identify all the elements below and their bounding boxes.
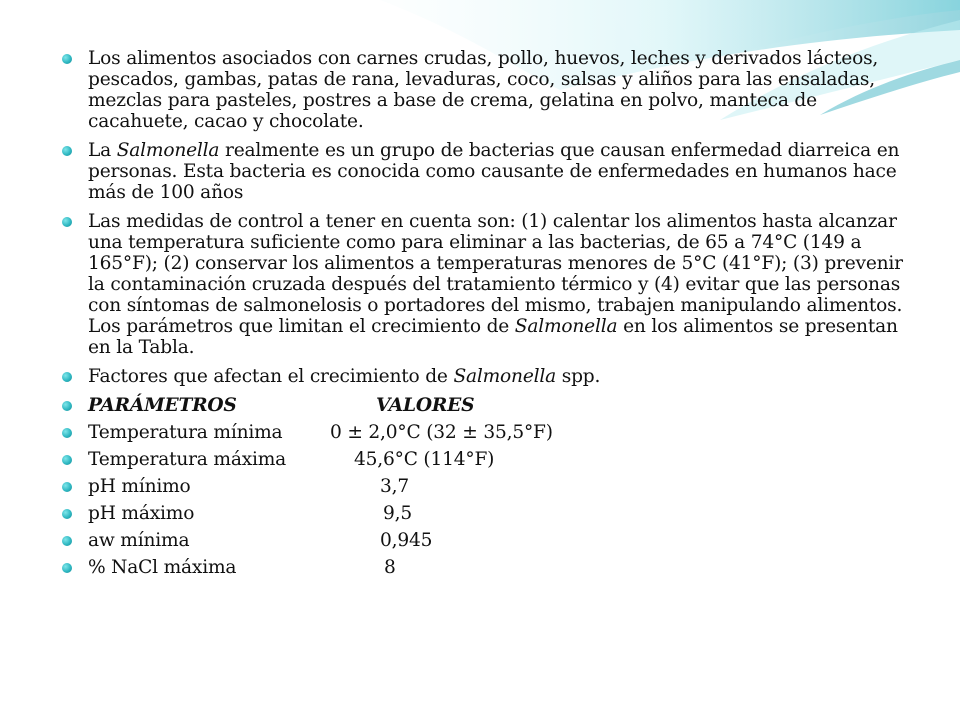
bullet-dot-icon [62,455,72,465]
table-cell-param: pH máximo [88,503,195,524]
table-cell-param: % NaCl máxima [88,557,237,578]
bullet-dot-icon [62,428,72,438]
bullet-dot-icon [62,146,72,156]
table-header-param: PARÁMETROS [88,395,237,416]
bullet-paragraph-factors [62,366,922,387]
table-row [62,449,922,470]
bullet-paragraph-control-measures [62,211,922,358]
bullet-dot-icon [62,217,72,227]
table-cell-param: Temperatura máxima [88,449,287,470]
table-cell-value: 3,7 [380,476,409,497]
table-cell-param: aw mínima [88,530,190,551]
bullet-dot-icon [62,482,72,492]
table-row [62,530,922,551]
paragraph-text: Los alimentos asociados con carnes crudas, pollo, huevos, leches y derivados lácteos, pescados, gambas, patas de rana, levaduras, coco, salsas y aliños para las ensaladas, mezclas para pasteles, postres a base de crema, gelatina en polvo, manteca de cacahuete, cacao y chocolate. [88,48,879,132]
paragraph-text: La [88,140,117,161]
slide-content [62,48,922,584]
table-row [62,422,922,443]
table-cell-param: pH mínimo [88,476,191,497]
italic-term: Salmonella [514,316,618,337]
bullet-dot-icon [62,372,72,382]
table-cell-value: 0,945 [380,530,433,551]
paragraph-text: Factores que afectan el crecimiento de [88,366,454,387]
bullet-dot-icon [62,563,72,573]
bullet-dot-icon [62,509,72,519]
table-cell-value: 9,5 [383,503,412,524]
table-header-row [62,395,922,416]
paragraph-text: spp. [556,366,601,387]
bullet-list [62,48,922,578]
table-cell-value: 45,6°C (114°F) [354,449,495,470]
table-row [62,503,922,524]
italic-term: Salmonella [453,366,557,387]
table-row [62,476,922,497]
bullet-paragraph-salmonella-definition [62,140,922,203]
table-cell-value: 0 ± 2,0°C (32 ± 35,5°F) [330,422,553,443]
bullet-paragraph-foods [62,48,922,132]
paragraph-text: Las medidas de control a tener en cuenta son: (1) calentar los alimentos hasta alcanzar una temperatura suficiente como para eliminar a las bacterias, de 65 a 74°C (149 a 165°F); (2) conservar los alimentos a temperaturas menores de 5°C (41°F); (3) prevenir la contaminación cruzada después del tratamiento térmico y (4) evitar que las personas con síntomas de salmonelosis o portadores del mismo, trabajen manipulando alimentos. Los parámetros que limitan el crecimiento de [88,211,903,337]
bullet-dot-icon [62,401,72,411]
table-cell-value: 8 [384,557,396,578]
bullet-dot-icon [62,54,72,64]
table-row [62,557,922,578]
italic-term: Salmonella [116,140,220,161]
table-header-value: VALORES [376,395,475,416]
table-cell-param: Temperatura mínima [88,422,283,443]
paragraph-text: en los alimentos se presentan en la Tabla. [88,316,898,358]
bullet-dot-icon [62,536,72,546]
paragraph-text: realmente es un grupo de bacterias que causan enfermedad diarreica en personas. Esta bacteria es conocida como causante de enfermedades en humanos hace más de 100 años [88,140,900,203]
